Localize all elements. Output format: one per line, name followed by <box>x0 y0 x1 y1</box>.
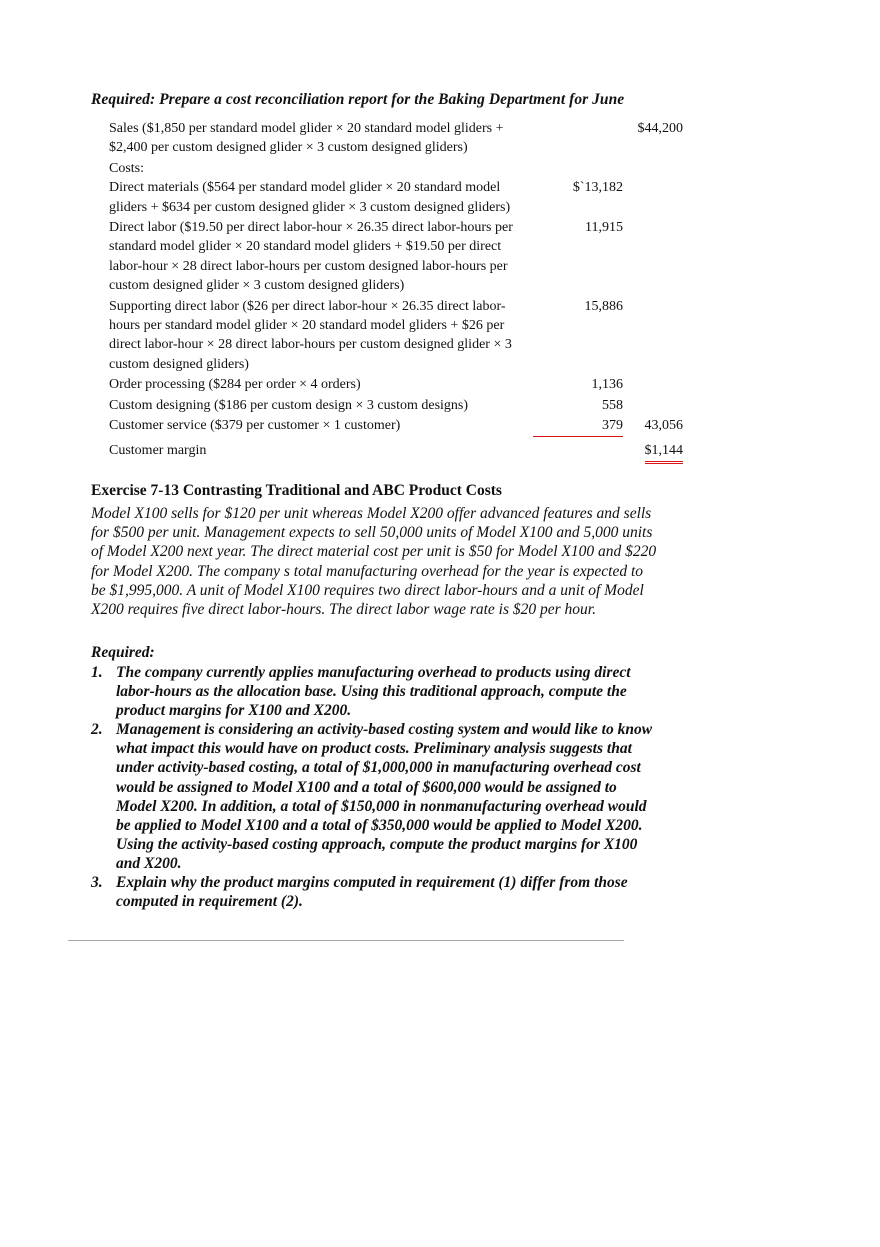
cost-item-amount: 1,136 <box>591 377 623 393</box>
cost-row <box>105 218 683 297</box>
customer-margin-label: Customer margin <box>109 443 207 458</box>
requirement-item <box>91 720 661 873</box>
exercise-body: Model X100 sells for $120 per unit whereas Model X200 offer advanced features and sells for $500 per unit. Management expects to sell 50,000 units of Model X100 and 5,000 units of Model X200 next year. The direct material cost per unit is $50 for Model X100 and $220 for Model X200. The company s total manufacturing overhead for the year is expected to be $1,995,000. A unit of Model X100 requires two direct labor-hours and a unit of Model X200 requires five direct labor-hours. The direct labor wage rate is $20 per hour. <box>91 505 657 619</box>
requirement-number: 2. <box>91 721 103 739</box>
customer-margin-row <box>105 436 683 464</box>
requirement-item <box>91 663 661 720</box>
requirement-text: Explain why the product margins computed in requirement (1) differ from those computed in requirement (2). <box>116 874 628 911</box>
requirement-number: 1. <box>91 664 103 681</box>
report-heading: Required: Prepare a cost reconciliation report for the Baking Department for June <box>91 91 625 108</box>
cost-item-label: Direct labor ($19.50 per direct labor-hour × 26.35 direct labor-hours per standard model glider × 20 standard model gliders + $19.50 per direct labor-hour × 28 direct labor-hours per custom designed labor-hours per custom designed glider × 3 custom designed gliders) <box>109 220 513 294</box>
cost-row <box>105 416 683 436</box>
requirement-text: The company currently applies manufacturing overhead to products using direct labor-hours as the allocation base. Using this traditional approach, compute the product margins for X100 and X200. <box>116 664 631 720</box>
cost-item-label: Supporting direct labor ($26 per direct labor-hour × 26.35 direct labor-hours per standard model glider × 20 standard model gliders + $26 per direct labor-hour × 28 direct labor-hours per custom designed glider × 3 custom designed gliders) <box>109 298 512 372</box>
cost-item-label: Customer service ($379 per customer × 1 customer) <box>109 418 401 434</box>
requirement-text: Management is considering an activity-based costing system and would like to know what impact this would have on product costs. Preliminary analysis suggests that under activity-based costing, a total of $1,000,000 in manufacturing overhead cost would be assigned to Model X100 and a total of $600,000 would be assigned to Model X200. In addition, a total of $150,000 in nonmanufacturing overhead would be applied to Model X100 and a total of $350,000 would be applied to Model X200. Using the activity-based costing approach, compute the product margins for X100 and X200. <box>116 721 653 872</box>
requirements-list <box>91 663 661 911</box>
costs-header-row <box>105 159 683 178</box>
cost-item-amount: 15,886 <box>584 298 623 314</box>
sales-amount: $44,200 <box>637 121 683 136</box>
cost-item-label: Order processing ($284 per order × 4 orders) <box>109 377 361 393</box>
required-label: Required: <box>91 644 155 661</box>
cost-row <box>105 297 683 376</box>
cost-row <box>105 396 683 416</box>
cost-row <box>105 375 683 395</box>
costs-label: Costs: <box>109 160 145 176</box>
cost-item-label: Custom designing ($186 per custom design × 3 custom designs) <box>109 397 469 413</box>
cost-item-label: Direct materials ($564 per standard model glider × 20 standard model gliders + $634 per custom designed glider × 3 custom designed gliders) <box>109 180 511 215</box>
cost-item-amount: $`13,182 <box>572 180 623 196</box>
cost-item-amount: 11,915 <box>585 220 623 236</box>
cost-row <box>105 178 683 218</box>
cost-item-amount: 379 <box>533 416 623 436</box>
requirement-item <box>91 873 661 911</box>
sales-row <box>105 119 683 159</box>
customer-margin-amount: $1,144 <box>645 441 684 464</box>
cost-reconciliation-table <box>105 119 683 464</box>
requirement-number: 3. <box>91 874 103 892</box>
page-divider <box>68 940 624 941</box>
sales-label: Sales ($1,850 per standard model glider × 20 standard model gliders + $2,400 per custom designed glider × 3 custom designed gliders) <box>109 121 504 156</box>
exercise-title: Exercise 7-13 Contrasting Traditional and ABC Product Costs <box>91 482 502 499</box>
total-costs-amount: 43,056 <box>644 418 683 434</box>
cost-item-amount: 558 <box>602 397 623 413</box>
